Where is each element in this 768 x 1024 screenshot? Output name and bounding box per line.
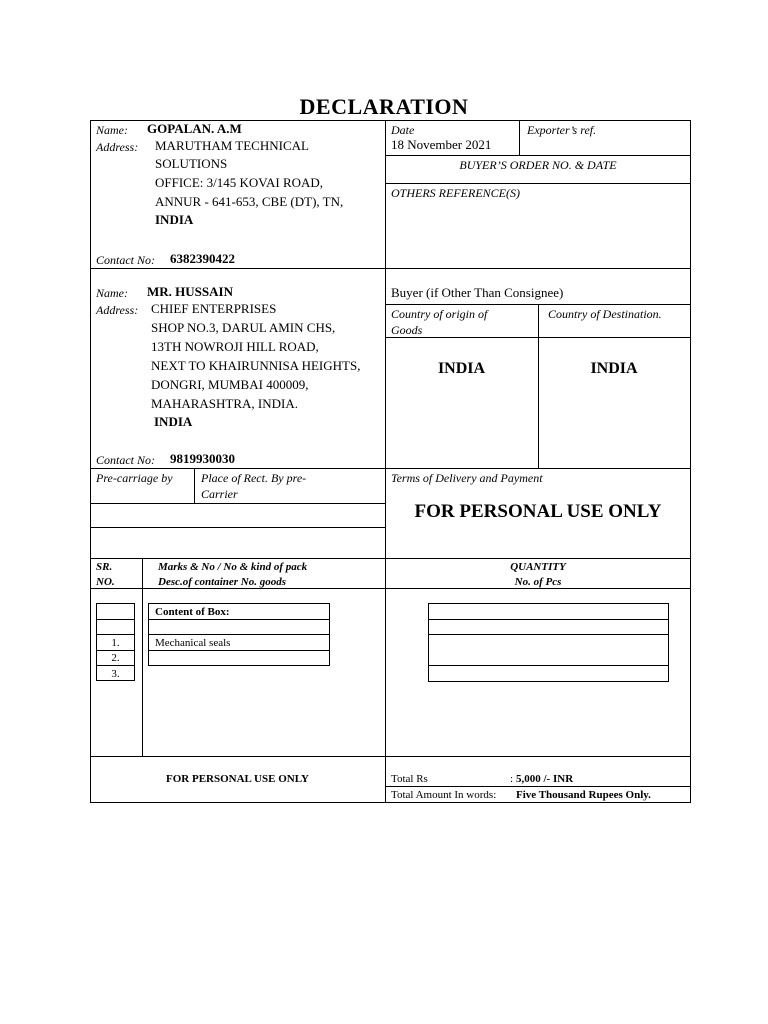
content-item: Mechanical seals xyxy=(155,637,231,649)
consignee-name-label: Name: xyxy=(96,286,128,300)
consignee-contact: 9819930030 xyxy=(170,451,235,466)
footer-personal-use: FOR PERSONAL USE ONLY xyxy=(166,773,309,785)
document-title: DECLARATION xyxy=(299,94,469,119)
date-label: Date xyxy=(391,123,415,137)
exporter-address-line: ANNUR - 641-653, CBE (DT), TN, xyxy=(155,194,344,209)
exporter-name-label: Name: xyxy=(96,123,128,137)
exporter-name: GOPALAN. A.M xyxy=(147,121,242,136)
country-destination-label: Country of Destination. xyxy=(548,307,662,321)
place-of-receipt-label-2: Carrier xyxy=(201,487,238,501)
marks-header-2: Desc.of container No. goods xyxy=(158,576,287,588)
country-origin-label-2: Goods xyxy=(391,323,423,337)
quantity-header: QUANTITY xyxy=(510,561,566,573)
consignee-address-line: DONGRI, MUMBAI 400009, xyxy=(151,377,309,392)
marks-header: Marks & No / No & kind of pack xyxy=(158,561,308,573)
country-origin-value: INDIA xyxy=(437,360,486,377)
sr-header-2: NO. xyxy=(96,576,115,588)
consignee-address-line: CHIEF ENTERPRISES xyxy=(151,301,277,316)
buyers-order-label: BUYER’S ORDER NO. & DATE xyxy=(459,158,617,172)
consignee-address-line: MAHARASHTRA, INDIA. xyxy=(151,396,298,411)
quantity-header-2: No. of Pcs xyxy=(514,576,562,588)
consignee-address-line: 13TH NOWROJI HILL ROAD, xyxy=(151,339,319,354)
sr-cell: 3. xyxy=(111,668,120,680)
sr-cell: 2. xyxy=(111,652,120,664)
consignee-address-line: NEXT TO KHAIRUNNISA HEIGHTS, xyxy=(151,358,361,373)
exporter-ref-label: Exporter’s ref. xyxy=(527,123,597,137)
consignee-address-label: Address: xyxy=(96,303,139,317)
consignee-address-country: INDIA xyxy=(154,414,193,429)
exporter-address-label: Address: xyxy=(96,140,139,154)
pre-carriage-label: Pre-carriage by xyxy=(96,471,173,485)
exporter-address-line: MARUTHAM TECHNICAL xyxy=(155,138,309,153)
exporter-contact: 6382390422 xyxy=(170,251,235,266)
consignee-address-line: SHOP NO.3, DARUL AMIN CHS, xyxy=(151,320,336,335)
total-words: Five Thousand Rupees Only. xyxy=(516,789,651,801)
sr-cell: 1. xyxy=(111,637,120,649)
consignee-name: MR. HUSSAIN xyxy=(147,284,233,299)
buyer-label: Buyer (if Other Than Consignee) xyxy=(391,285,564,300)
place-of-receipt-label: Place of Rect. By pre- xyxy=(201,471,307,485)
total-value: 5,000 /- INR xyxy=(516,773,574,785)
exporter-contact-label: Contact No: xyxy=(96,253,155,267)
content-header: Content of Box: xyxy=(155,606,230,618)
country-origin-label: Country of origin of xyxy=(391,307,488,321)
exporter-address-line: OFFICE: 3/145 KOVAI ROAD, xyxy=(155,175,324,190)
exporter-address-country: INDIA xyxy=(155,212,194,227)
terms-label: Terms of Delivery and Payment xyxy=(391,471,543,485)
sr-header: SR. xyxy=(96,561,113,573)
personal-use-banner: FOR PERSONAL USE ONLY xyxy=(414,501,662,522)
exporter-address-line: SOLUTIONS xyxy=(155,156,228,171)
total-label: Total Rs xyxy=(391,773,428,785)
others-reference-label: OTHERS REFERENCE(S) xyxy=(391,186,520,200)
date-value: 18 November 2021 xyxy=(391,137,492,152)
consignee-contact-label: Contact No: xyxy=(96,453,155,467)
country-destination-value: INDIA xyxy=(590,360,638,377)
total-value-prefix: : xyxy=(510,773,514,785)
total-words-label: Total Amount In words: xyxy=(391,789,497,801)
